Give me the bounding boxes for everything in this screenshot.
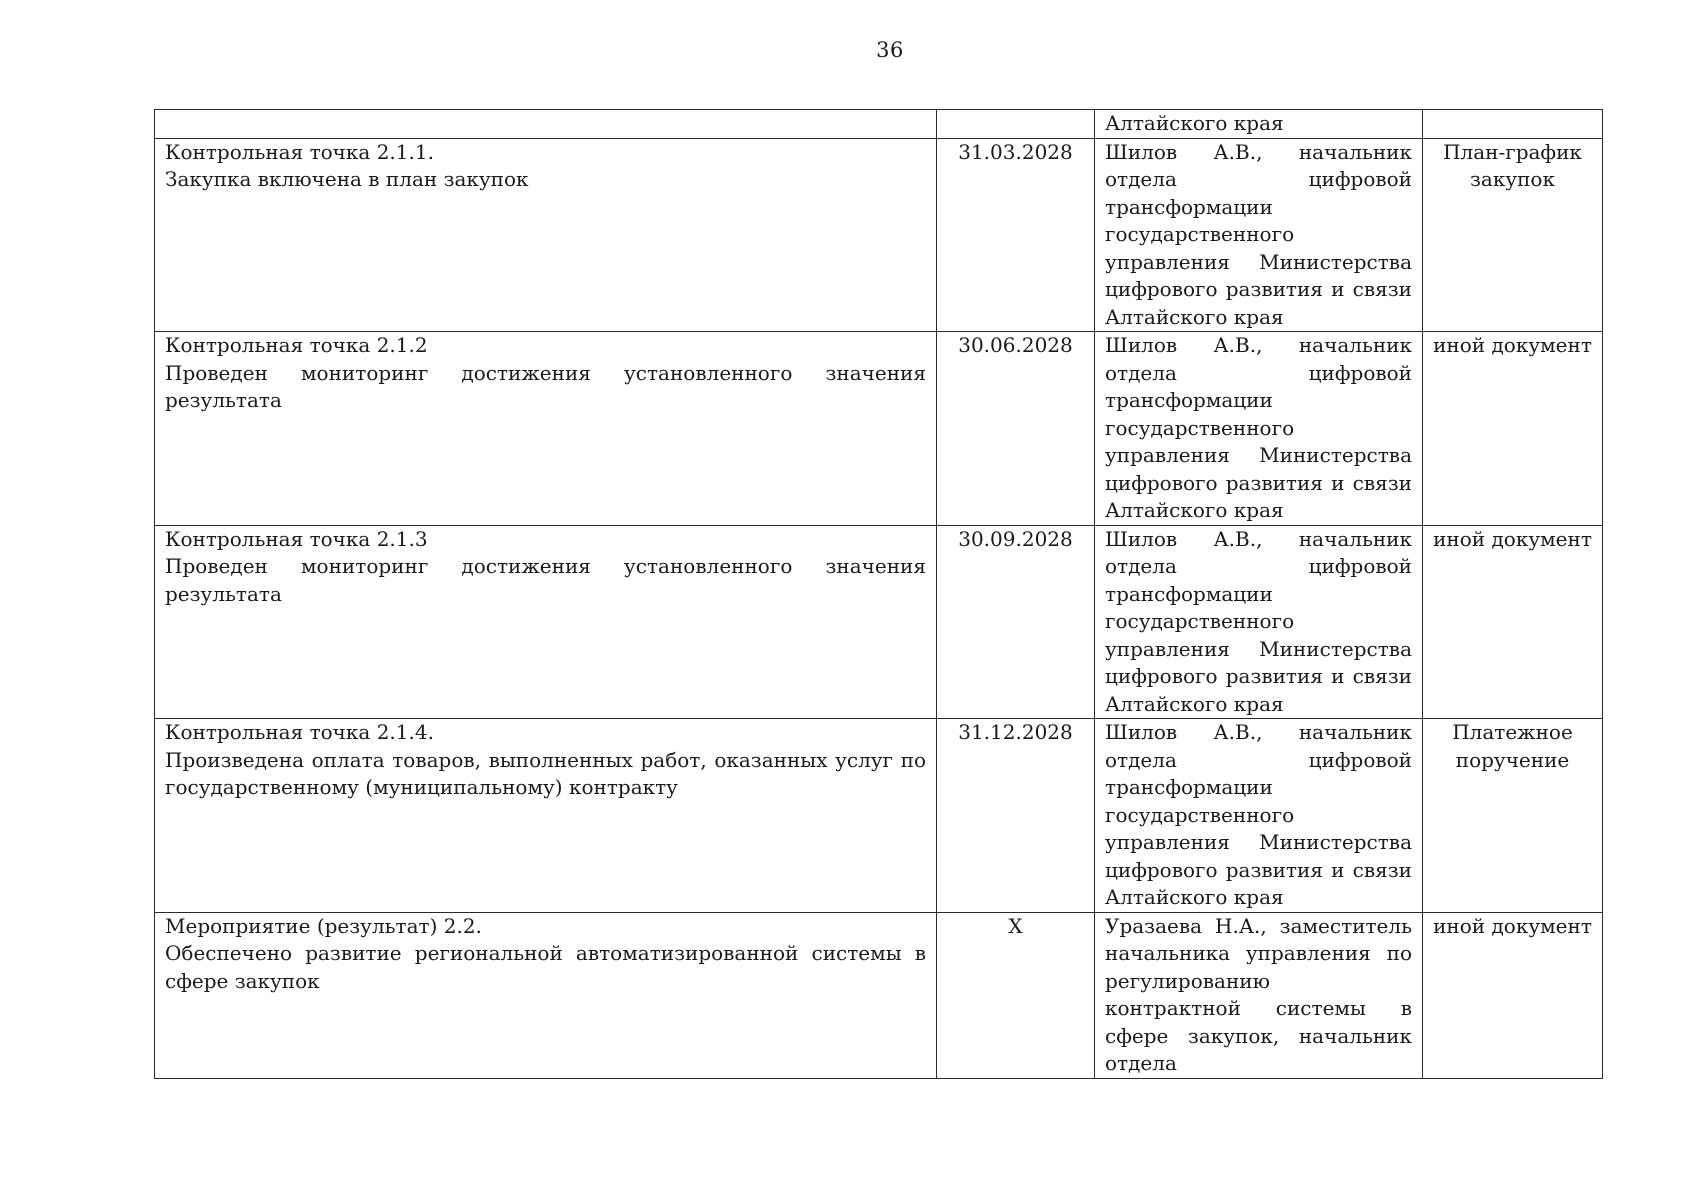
control-point-description: Проведен мониторинг достижения установленного значения результата [165, 554, 926, 606]
control-point-cell [155, 525, 937, 719]
table-row-continuation [155, 110, 1603, 139]
activity-cell [155, 912, 937, 1078]
responsible-continuation: Алтайского края [1095, 110, 1423, 139]
control-point-description: Закупка включена в план закупок [165, 167, 529, 191]
deadline-date: 30.06.2028 [937, 332, 1095, 526]
confirming-document: иной документ [1423, 912, 1603, 1078]
control-point-description: Проведен мониторинг достижения установленного значения результата [165, 360, 926, 412]
table-row [155, 332, 1603, 526]
control-point-title: Контрольная точка 2.1.3 [165, 526, 428, 551]
confirming-document: иной документ [1423, 332, 1603, 526]
table-row [155, 525, 1603, 719]
control-point-title: Контрольная точка 2.1.2 [165, 333, 428, 357]
table-row [155, 138, 1603, 332]
responsible-person: Шилов А.В., начальник отдела цифровой трансформации государственного управления Министерства цифрового развития и связи Алтайского края [1095, 332, 1423, 526]
responsible-person: Шилов А.В., начальник отдела цифровой трансформации государственного управления Министерства цифрового развития и связи Алтайского края [1095, 719, 1423, 913]
responsible-person: Шилов А.В., начальник отдела цифровой трансформации государственного управления Министерства цифрового развития и связи Алтайского края [1095, 525, 1423, 719]
deadline-date: X [937, 912, 1095, 1078]
deadline-date: 31.03.2028 [937, 138, 1095, 332]
control-point-cell [155, 719, 937, 913]
control-point-cell [155, 332, 937, 526]
page-number: 36 [876, 38, 904, 62]
control-point-title: Контрольная точка 2.1.4. [165, 720, 434, 744]
table-cell-empty [1423, 110, 1603, 139]
control-point-description: Произведена оплата товаров, выполненных работ, оказанных услуг по государственному (муниципальному) контракту [165, 747, 926, 799]
confirming-document: иной документ [1423, 525, 1603, 719]
control-points-table [154, 109, 1603, 1079]
table-row [155, 912, 1603, 1078]
deadline-date: 30.09.2028 [937, 525, 1095, 719]
responsible-person: Шилов А.В., начальник отдела цифровой трансформации государственного управления Министерства цифрового развития и связи Алтайского края [1095, 138, 1423, 332]
table-row [155, 719, 1603, 913]
activity-title: Мероприятие (результат) 2.2. [165, 913, 482, 938]
control-point-title: Контрольная точка 2.1.1. [165, 139, 434, 164]
responsible-person: Уразаева Н.А., заместитель начальника управления по регулированию контрактной системы в сфере закупок, начальник отдела [1095, 912, 1423, 1078]
confirming-document: Платежное поручение [1423, 719, 1603, 913]
control-point-cell [155, 138, 937, 332]
activity-description: Обеспечено развитие региональной автоматизированной системы в сфере закупок [165, 941, 926, 993]
table-cell-empty [937, 110, 1095, 139]
deadline-date: 31.12.2028 [937, 719, 1095, 913]
table-cell-empty [155, 110, 937, 139]
confirming-document: План-график закупок [1423, 138, 1603, 332]
